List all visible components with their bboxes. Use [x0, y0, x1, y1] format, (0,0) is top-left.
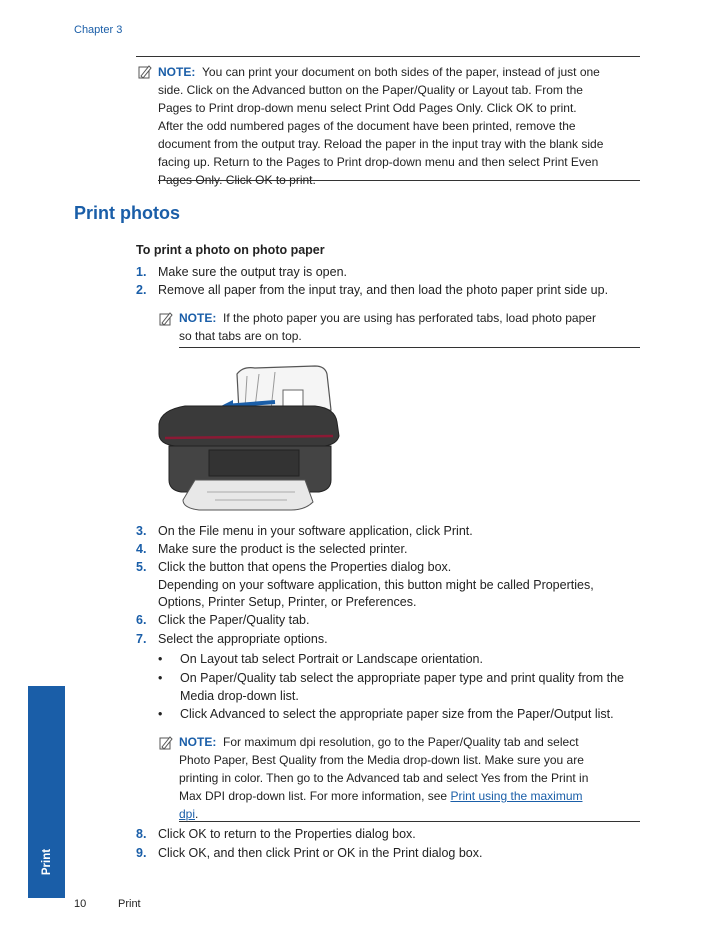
- step-item: [136, 825, 646, 843]
- note-block-max-dpi: [179, 733, 645, 823]
- step-item: [136, 558, 646, 576]
- step-continuation: [136, 593, 646, 611]
- note-line: printing in color. Then go to the Advanced tab and select Yes from the Print in: [179, 771, 589, 785]
- step-number: 9.: [136, 846, 147, 860]
- chapter-side-tab: [28, 686, 65, 898]
- note-line: side. Click on the Advanced button on the Paper/Quality or Layout tab. From the: [158, 83, 583, 97]
- bullet-item: [136, 705, 646, 723]
- step-text: Make sure the output tray is open.: [158, 265, 347, 279]
- note-block-duplex: [158, 63, 644, 189]
- bullet-mark: •: [158, 707, 163, 721]
- step-number: 3.: [136, 524, 147, 538]
- step-number: 5.: [136, 560, 147, 574]
- note-line: For maximum dpi resolution, go to the Paper/Quality tab and select: [223, 735, 579, 749]
- step-number: 7.: [136, 632, 147, 646]
- chapter-header: Chapter 3: [74, 24, 123, 36]
- step-text: Make sure the product is the selected printer.: [158, 542, 408, 556]
- bullet-text: On Layout tab select Portrait or Landscape orientation.: [180, 652, 483, 666]
- step-continuation: [136, 576, 646, 594]
- bullet-text: Click Advanced to select the appropriate paper size from the Paper/Output list.: [180, 707, 614, 721]
- note-icon: [138, 65, 152, 84]
- note-label: NOTE:: [158, 65, 196, 79]
- side-tab-label: Print: [41, 848, 53, 876]
- step-text: Remove all paper from the input tray, and then load the photo paper print side up.: [158, 283, 609, 297]
- step-text: Options, Printer Setup, Printer, or Preferences.: [158, 595, 417, 609]
- note-line: After the odd numbered pages of the document have been printed, remove the: [158, 119, 576, 133]
- procedure-title: To print a photo on photo paper: [136, 243, 325, 257]
- step-text: On the File menu in your software application, click Print.: [158, 524, 473, 538]
- note-label: NOTE:: [179, 311, 217, 325]
- bullet-mark: •: [158, 652, 163, 666]
- step-text: Select the appropriate options.: [158, 632, 328, 646]
- note-icon: [159, 312, 173, 331]
- note-line: document from the output tray. Reload the paper in the input tray with the blank side: [158, 137, 604, 151]
- bullet-item: [136, 669, 646, 705]
- footer-section: Print: [118, 898, 141, 910]
- note-line: facing up. Return to the Pages to Print drop-down menu and then select Print Even: [158, 155, 599, 169]
- note-line: Pages Only. Click OK to print.: [158, 173, 316, 187]
- step-number: 4.: [136, 542, 147, 556]
- step-item: [136, 611, 646, 629]
- bullet-text: On Paper/Quality tab select the appropriate paper type and print quality from the: [180, 671, 625, 685]
- note-line: Photo Paper, Best Quality from the Media drop-down list. Make sure you are: [179, 753, 584, 767]
- step-item: [136, 630, 646, 648]
- step-number: 8.: [136, 827, 147, 841]
- note-line: If the photo paper you are using has perforated tabs, load photo paper: [223, 311, 596, 325]
- step-number: 1.: [136, 265, 147, 279]
- step-item: [136, 540, 646, 558]
- step-number: 2.: [136, 283, 147, 297]
- step-text: Click the button that opens the Properties dialog box.: [158, 560, 452, 574]
- printer-illustration: [155, 362, 345, 512]
- note-tail: .: [195, 807, 199, 821]
- note-top-rule: [136, 56, 640, 57]
- step-text: Click OK to return to the Properties dialog box.: [158, 827, 416, 841]
- note-bottom-rule: [179, 821, 640, 822]
- bullet-item: [136, 650, 646, 668]
- step-number: 6.: [136, 613, 147, 627]
- note-label: NOTE:: [179, 735, 217, 749]
- note-icon: [159, 736, 173, 755]
- step-text: Depending on your software application, this button might be called Properties,: [158, 578, 594, 592]
- step-item: [136, 522, 646, 540]
- bullet-mark: •: [158, 671, 163, 685]
- step-item: [136, 263, 646, 281]
- note-line: You can print your document on both sides of the paper, instead of just one: [202, 65, 600, 79]
- note-block-photo-tabs: [179, 309, 645, 345]
- step-item: [136, 844, 646, 862]
- page-number: 10: [74, 898, 87, 910]
- max-dpi-link[interactable]: Print using the maximum: [450, 789, 583, 803]
- step-item: [136, 281, 646, 299]
- section-title: Print photos: [74, 203, 180, 223]
- note-bottom-rule: [179, 347, 640, 348]
- note-line: Max DPI drop-down list. For more information, see: [179, 789, 448, 803]
- step-text: Click OK, and then click Print or OK in the Print dialog box.: [158, 846, 483, 860]
- note-line: so that tabs are on top.: [179, 329, 302, 343]
- max-dpi-link-continued[interactable]: dpi: [179, 807, 196, 821]
- note-bottom-rule: [158, 180, 640, 181]
- step-text: Click the Paper/Quality tab.: [158, 613, 310, 627]
- bullet-text: Media drop-down list.: [180, 689, 299, 703]
- note-line: Pages to Print drop-down menu select Print Odd Pages Only. Click OK to print.: [158, 101, 577, 115]
